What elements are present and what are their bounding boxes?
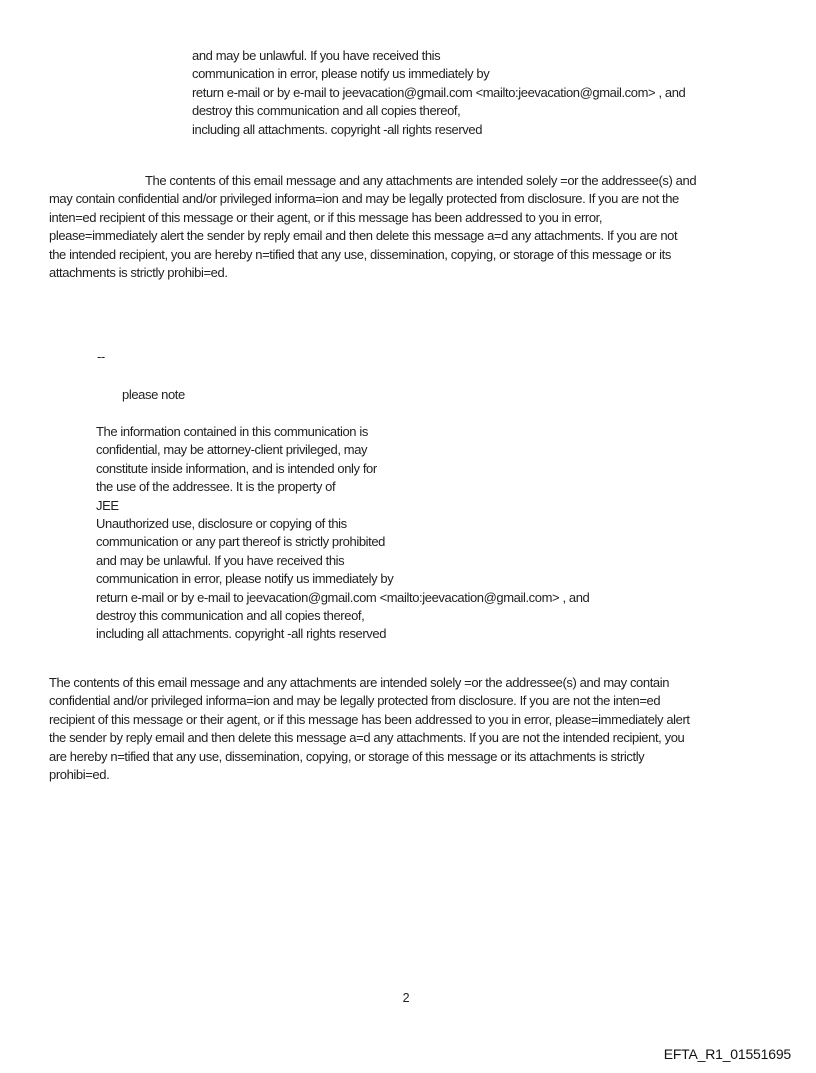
text-line: the sender by reply email and then delete this message a=d any attachments. If you are not the intended recipient, you [49, 730, 685, 746]
disclaimer-top-paragraph [49, 172, 696, 282]
text-line: and may be unlawful. If you have received this [96, 552, 345, 568]
body-quote-block [96, 423, 589, 644]
text-line: The information contained in this communication is [96, 424, 368, 439]
text-line: attachments is strictly prohibi=ed. [49, 264, 228, 280]
text-line: destroy this communication and all copies thereof, [192, 103, 461, 119]
text-line: communication in error, please notify us immediately by [192, 66, 490, 82]
text-line: are hereby n=tified that any use, dissemination, copying, or storage of this message or its attachments is strictly [49, 748, 645, 764]
text-line: prohibi=ed. [49, 766, 110, 782]
text-line: confidential and/or privileged informa=ion and may be legally protected from disclosure. If you are not the inten=ed [49, 693, 661, 709]
page-number: 2 [402, 991, 410, 1005]
text-line: return e-mail or by e-mail to jeevacation@gmail.com <mailto:jeevacation@gmail.com> , and [96, 589, 590, 605]
text-line: JEE [96, 497, 119, 513]
signature-separator: -- [97, 349, 105, 364]
text-line: confidential, may be attorney-client privileged, may [96, 442, 368, 458]
text-line: may contain confidential and/or privileged informa=ion and may be legally protected from disclosure. If you are not the [49, 191, 679, 207]
text-line: including all attachments. copyright -all rights reserved [192, 121, 483, 137]
text-line: destroy this communication and all copies thereof, [96, 607, 365, 623]
text-line: return e-mail or by e-mail to jeevacation@gmail.com <mailto:jeevacation@gmail.com> , and [192, 84, 686, 100]
text-line: Unauthorized use, disclosure or copying of this [96, 515, 347, 531]
text-line: including all attachments. copyright -all rights reserved [96, 626, 387, 642]
please-note-label: please note [122, 387, 185, 402]
text-line: communication in error, please notify us immediately by [96, 571, 394, 587]
text-line: communication or any part thereof is strictly prohibited [96, 534, 386, 550]
text-line: and may be unlawful. If you have received this [192, 48, 441, 63]
text-line: the intended recipient, you are hereby n=tified that any use, dissemination, copying, or storage of this message or its [49, 246, 671, 262]
disclaimer-bottom-paragraph [49, 674, 690, 784]
text-line: recipient of this message or their agent, or if this message has been addressed to you in error, please=immediately alert [49, 711, 690, 727]
text-line: the use of the addressee. It is the property of [96, 479, 336, 495]
top-quote-block [192, 47, 685, 139]
text-line: please=immediately alert the sender by reply email and then delete this message a=d any attachments. If you are not [49, 228, 678, 244]
text-line: inten=ed recipient of this message or their agent, or if this message has been addressed to you in error, [49, 209, 603, 225]
text-line: constitute inside information, and is intended only for [96, 460, 377, 476]
text-line: The contents of this email message and any attachments are intended solely =or the addressee(s) and [145, 173, 697, 188]
text-line: The contents of this email message and any attachments are intended solely =or the addressee(s) and may contain [49, 675, 670, 690]
bates-number: EFTA_R1_01551695 [663, 1046, 791, 1062]
